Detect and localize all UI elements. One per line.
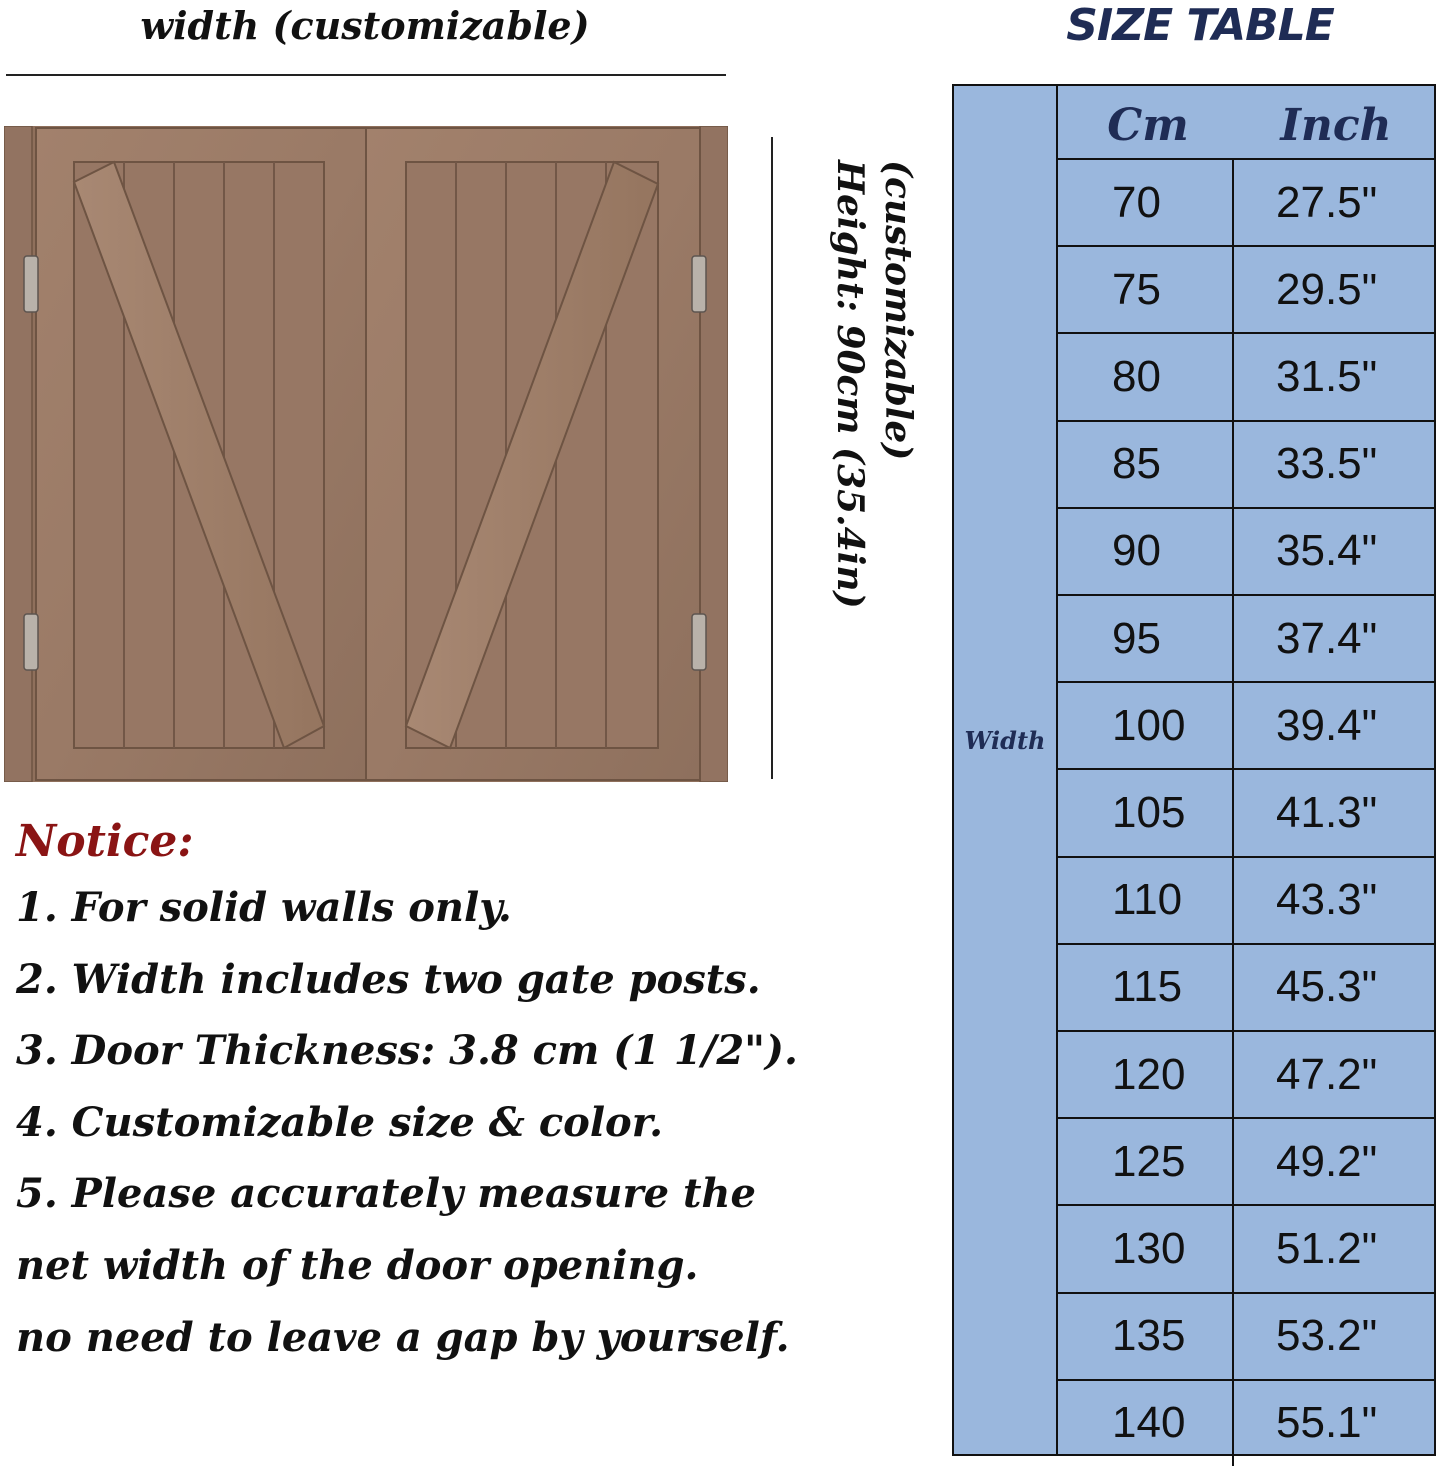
right-door-panel [366,128,700,780]
inch-cell: 41.3" [1276,787,1378,837]
table-row [1058,768,1434,855]
table-row [1058,1117,1434,1204]
notice-line: 4. Customizable size & color. [16,1098,664,1146]
table-row [1058,158,1434,245]
table-row [1058,1379,1434,1466]
table-row [1058,245,1434,332]
table-row [1058,1292,1434,1379]
height-sub-label: (customizable) [877,160,919,461]
table-row [1058,332,1434,419]
table-row [1058,1030,1434,1117]
cm-cell: 140 [1058,1381,1234,1466]
notice-line: no need to leave a gap by yourself. [16,1313,790,1361]
height-dimension-line [771,137,773,779]
cm-cell: 135 [1058,1294,1234,1379]
cm-cell: 130 [1058,1206,1234,1291]
table-row [1058,681,1434,768]
inch-cell: 33.5" [1276,439,1378,489]
cm-cell: 95 [1058,596,1234,681]
inch-cell: 47.2" [1276,1049,1378,1099]
notice-line: 2. Width includes two gate posts. [16,955,761,1003]
notice-section [16,812,916,1373]
cm-cell: 105 [1058,770,1234,855]
cm-cell: 75 [1058,247,1234,332]
size-table-title: SIZE TABLE [1066,0,1334,51]
inch-cell: 39.4" [1276,700,1378,750]
inch-cell: 27.5" [1276,177,1378,227]
notice-line: net width of the door opening. [16,1241,699,1289]
inch-cell: 37.4" [1276,613,1378,663]
cm-cell: 120 [1058,1032,1234,1117]
inch-cell: 43.3" [1276,875,1378,925]
cm-cell: 80 [1058,334,1234,419]
table-row [1058,943,1434,1030]
notice-title: Notice: [16,816,194,867]
cm-cell: 125 [1058,1119,1234,1204]
notice-line: 3. Door Thickness: 3.8 cm (1 1/2"). [16,1027,798,1075]
cm-cell: 115 [1058,945,1234,1030]
cm-cell: 70 [1058,160,1234,245]
table-row [1058,856,1434,943]
table-row [1058,507,1434,594]
height-main-label: Height: 90cm (35.4in) [829,160,871,609]
notice-line: 1. For solid walls only. [16,884,512,931]
width-row-label: Width [964,726,1046,755]
left-door-panel [36,128,366,780]
width-dimension-line [6,74,726,76]
table-row [1058,594,1434,681]
cm-cell: 85 [1058,422,1234,507]
table-row [1058,420,1434,507]
inch-cell: 31.5" [1276,351,1378,401]
cm-cell: 110 [1058,858,1234,943]
cm-cell: 90 [1058,509,1234,594]
cm-header: Cm [1107,100,1189,151]
cm-cell: 100 [1058,683,1234,768]
inch-cell: 29.5" [1276,264,1378,314]
width-dimension-label: width (customizable) [140,3,590,48]
height-dimension-label [812,160,922,680]
size-table [952,84,1436,1456]
gate-illustration [4,126,728,782]
inch-cell: 55.1" [1276,1398,1378,1448]
notice-line: 5. Please accurately measure the [16,1170,756,1218]
width-column [954,86,1058,1454]
inch-cell: 45.3" [1276,962,1378,1012]
table-row [1058,1204,1434,1291]
inch-cell: 53.2" [1276,1311,1378,1361]
inch-cell: 35.4" [1276,526,1378,576]
inch-header: Inch [1280,100,1392,151]
inch-cell: 51.2" [1276,1223,1378,1273]
inch-cell: 49.2" [1276,1136,1378,1186]
